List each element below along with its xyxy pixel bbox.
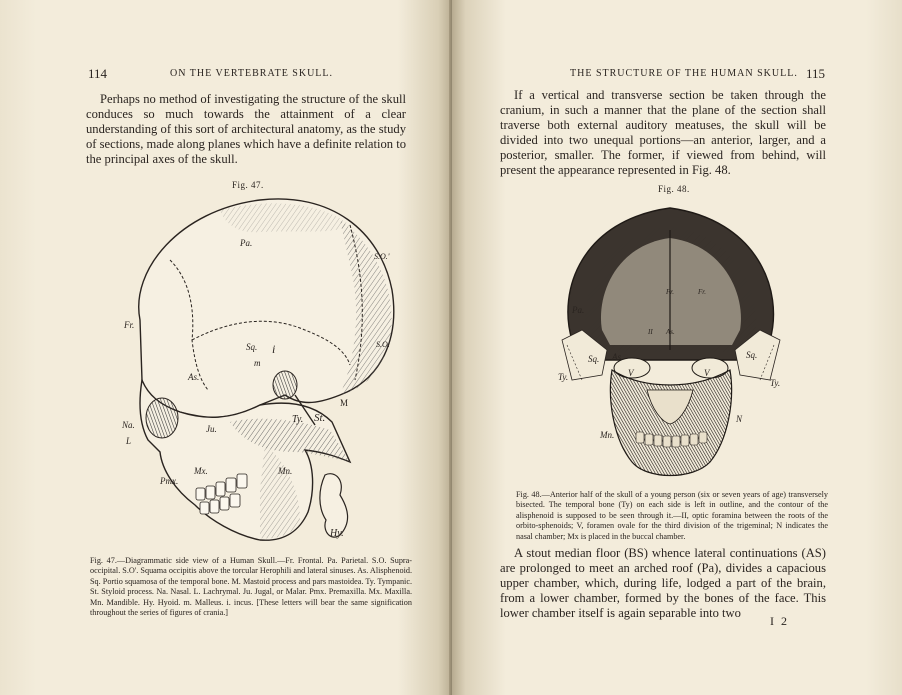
fig48-label-v-left: V xyxy=(628,368,634,378)
fig48-label-ii: II xyxy=(648,328,653,336)
fig47-label: Fig. 47. xyxy=(232,180,264,190)
label-so-prime: S.O.' xyxy=(374,252,390,261)
label-mn: Mn. xyxy=(278,466,293,476)
left-page-number: 114 xyxy=(88,66,108,81)
right-page-number: 115 xyxy=(806,66,826,81)
label-sq: Sq. xyxy=(246,342,258,352)
right-paragraph-top: If a vertical and transverse section be taken through the cranium, in such a manner that the plane of the section shall traverse both external auditory meatuses, the skull will be divided into two unequal portions—an anterior, larger, and a posterior, smaller. The former, if viewed from behind, will present the appearance represented in Fig. 48. xyxy=(500,88,826,177)
fig48-label-fr-2: Fr. xyxy=(698,288,706,296)
fig48-label: Fig. 48. xyxy=(658,184,690,194)
fig48-label-ty-left: Ty. xyxy=(558,372,569,382)
label-na: Na. xyxy=(122,420,135,430)
label-ju: Ju. xyxy=(206,424,217,434)
fig48-caption: Fig. 48.—Anterior half of the skull of a young person (six or seven years of age) transversely bisected. The temporal bone (Ty) on each side is left in outline, and the contour of the alisphenoid is supposed to be seen through it.—II, optic foramina between the roots of the orbito-sphenoids; V, foramen ovale for the third division of the trigeminal; N indicates the nasal chamber; Mx is placed in the buccal chamber. xyxy=(516,490,828,541)
left-running-header: ON THE VERTEBRATE SKULL. xyxy=(170,68,334,79)
label-st: St. xyxy=(314,412,326,424)
label-incus: i xyxy=(272,342,276,356)
label-ty: Ty. xyxy=(292,414,304,425)
signature-mark: I 2 xyxy=(770,614,789,628)
label-pa: Pa. xyxy=(240,238,253,248)
fig48-label-fr: Fr. xyxy=(666,288,674,296)
left-paragraph: Perhaps no method of investigating the structure of the skull conduces so much towards the attainment of a clear understanding of this sort of architectural anatomy, as the study of sections, made along planes which have a definite relation to the principal axes of the skull. xyxy=(86,92,406,166)
label-fr: Fr. xyxy=(124,320,135,330)
right-running-header: THE STRUCTURE OF THE HUMAN SKULL. xyxy=(570,68,798,79)
fig47-caption: Fig. 47.—Diagrammatic side view of a Human Skull.—Fr. Frontal. Pa. Parietal. S.O. Supra-occipital. S.O'. Squama occipitis above the torcular Herophili and lateral sinuses. As. Alisphenoid. Sq. Portio squamosa of the temporal bone. M. Mastoid process and pars mastoidea. Ty. Tympanic. St. Styloid process. Na. Nasal. L. Lachrymal. Ju. Jugal, or Malar. Pmx. Premaxilla. Mx. Maxilla. Mn. Mandible. Hy. Hyoid. m. Malleus. i. incus. [These letters will bear the same signification throughout the series of figures of crania.] xyxy=(90,556,412,618)
label-pmx: Pmx. xyxy=(160,476,179,486)
fig48-label-as-inner: As. xyxy=(666,328,675,336)
fig48-label-n: N xyxy=(736,414,743,424)
skull-section-illustration xyxy=(552,200,792,490)
fig48-label-pa: Pa. xyxy=(572,305,585,315)
label-malleus: m xyxy=(254,358,261,368)
right-paragraph-bottom: A stout median floor (BS) whence lateral continuations (AS) are prolonged to meet an arched roof (Pa), divides a capacious upper chamber, which, during life, lodged a part of the brain, from a lower chamber, formed by the bones of the face. This lower chamber itself is again separable into two xyxy=(500,546,826,620)
fig48-label-ty-right: Ty. xyxy=(770,378,781,388)
label-mx: Mx. xyxy=(194,466,208,476)
fig48-label-sq-right: Sq. xyxy=(746,350,758,360)
right-page xyxy=(452,0,902,695)
fig48-label-as: As. xyxy=(612,352,624,362)
label-as: As. xyxy=(188,372,200,382)
fig48-label-sq-left: Sq. xyxy=(588,354,600,364)
label-l: L xyxy=(126,436,132,446)
fig48-label-v-right: V xyxy=(704,368,710,378)
fig48-label-mn: Mn. xyxy=(600,430,615,440)
label-so: S.O. xyxy=(376,340,390,349)
label-mastoid: M xyxy=(340,398,349,408)
label-hy: Hy. xyxy=(330,528,344,539)
